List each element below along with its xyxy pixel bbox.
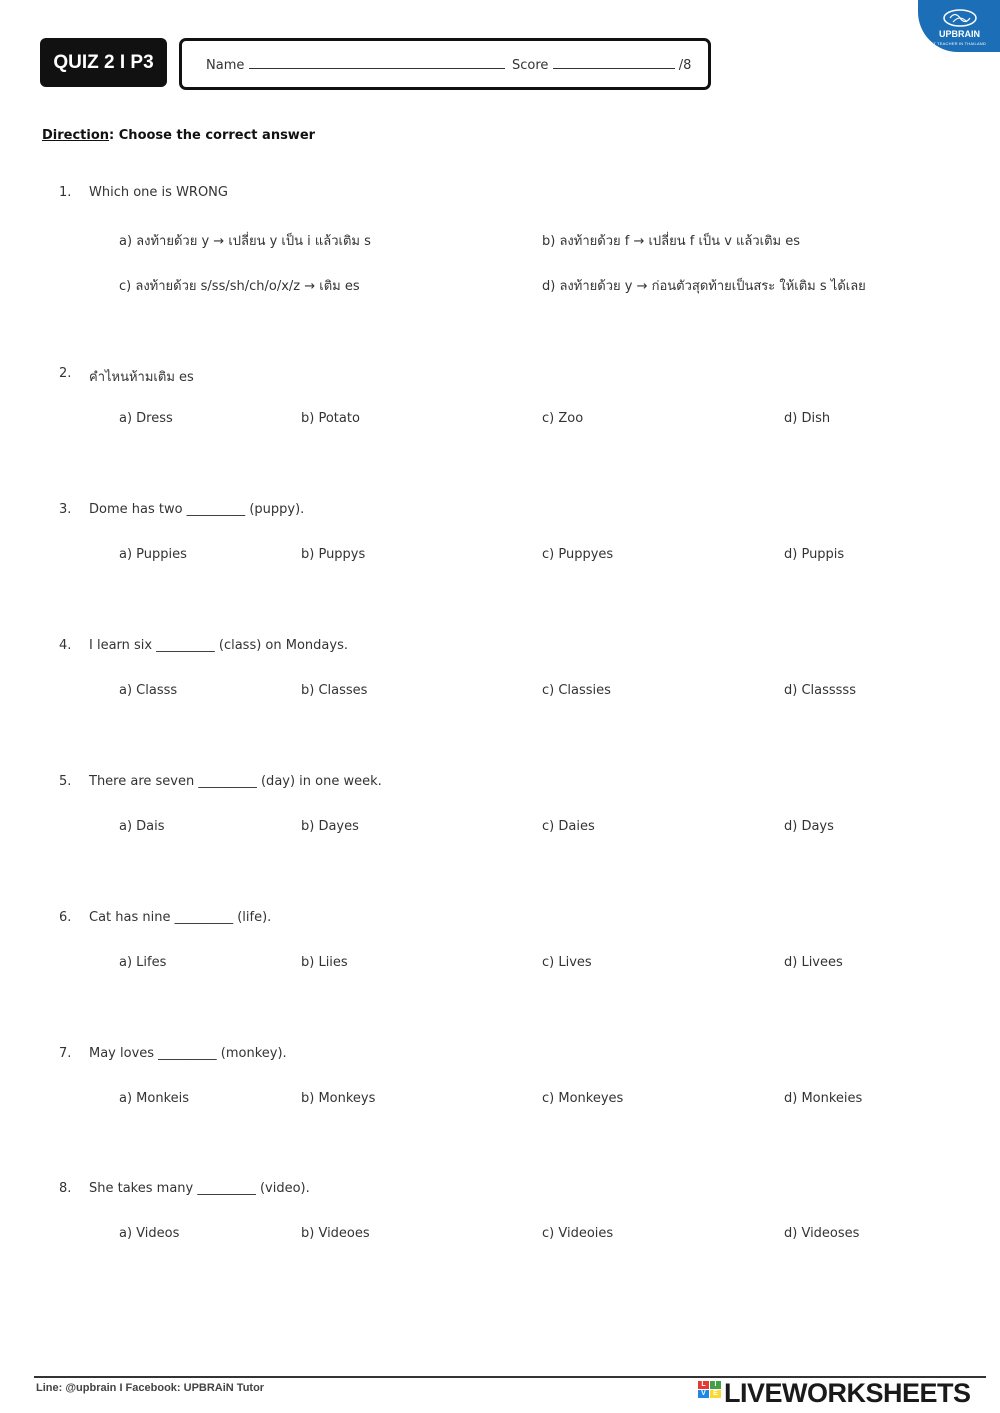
question-number: 1. <box>59 185 72 200</box>
option-a[interactable]: a) Classs <box>119 683 178 698</box>
option-a[interactable]: a) Videos <box>119 1226 180 1241</box>
option-d[interactable]: d) Livees <box>784 955 843 970</box>
question-text: She takes many _________ (video). <box>89 1181 310 1196</box>
option-d[interactable]: d) Puppis <box>784 547 845 562</box>
score-total: /8 <box>678 58 692 73</box>
live-letter: I <box>710 1381 721 1389</box>
option-c[interactable]: c) Videoies <box>542 1226 614 1241</box>
option-c[interactable]: c) ลงท้ายด้วย s/ss/sh/ch/o/x/z → เติม es <box>119 279 360 294</box>
option-a[interactable]: a) ลงท้ายด้วย y → เปลี่ยน y เป็น i แล้วเติม s <box>119 234 371 249</box>
question-text: May loves _________ (monkey). <box>89 1046 287 1061</box>
question-text: Cat has nine _________ (life). <box>89 910 272 925</box>
option-b[interactable]: b) ลงท้ายด้วย f → เปลี่ยน f เป็น v แล้วเติม es <box>542 234 801 249</box>
option-d[interactable]: d) ลงท้ายด้วย y → ก่อนตัวสุดท้ายเป็นสระ ให้เติม s ได้เลย <box>542 279 866 294</box>
option-b[interactable]: b) Monkeys <box>301 1091 376 1106</box>
footer-contact: Line: @upbrain I Facebook: UPBRAiN Tutor <box>36 1382 265 1394</box>
question-number: 8. <box>59 1181 72 1196</box>
live-letter: V <box>698 1390 709 1398</box>
question-number: 5. <box>59 774 72 789</box>
direction <box>42 128 315 143</box>
score-field[interactable] <box>512 56 691 73</box>
name-blank[interactable] <box>249 56 505 69</box>
liveworksheets-watermark <box>698 1378 1000 1413</box>
live-letter: L <box>698 1381 709 1389</box>
logo-tagline: BEST TEACHER IN THAILAND <box>924 41 986 46</box>
question-text: I learn six _________ (class) on Mondays. <box>89 638 348 653</box>
question-text: คำไหนห้ามเติม es <box>89 370 194 385</box>
score-blank[interactable] <box>553 56 675 69</box>
brain-icon <box>940 8 980 28</box>
liveworksheets-word: LIVEWORKSHEETS <box>724 1378 971 1408</box>
question-number: 7. <box>59 1046 72 1061</box>
question-number: 6. <box>59 910 72 925</box>
upbrain-logo <box>918 0 1000 52</box>
name-field[interactable] <box>206 56 505 73</box>
option-a[interactable]: a) Dress <box>119 411 173 426</box>
question-text: Which one is WRONG <box>89 185 228 200</box>
option-a[interactable]: a) Monkeis <box>119 1091 190 1106</box>
name-score-box <box>179 38 711 90</box>
question-number: 3. <box>59 502 72 517</box>
live-letter: E <box>710 1390 721 1398</box>
direction-text: : Choose the correct answer <box>109 128 316 143</box>
option-c[interactable]: c) Daies <box>542 819 595 834</box>
option-a[interactable]: a) Puppies <box>119 547 187 562</box>
question-text: Dome has two _________ (puppy). <box>89 502 305 517</box>
question-number: 2. <box>59 366 72 381</box>
quiz-title: QUIZ 2 I P3 <box>40 38 167 87</box>
option-c[interactable]: c) Monkeyes <box>542 1091 624 1106</box>
live-badge-icon <box>698 1381 722 1399</box>
option-d[interactable]: d) Monkeies <box>784 1091 863 1106</box>
score-label: Score <box>512 58 549 73</box>
direction-label: Direction <box>42 128 110 143</box>
option-b[interactable]: b) Puppys <box>301 547 366 562</box>
question-number: 4. <box>59 638 72 653</box>
option-d[interactable]: d) Days <box>784 819 834 834</box>
option-d[interactable]: d) Classsss <box>784 683 856 698</box>
option-d[interactable]: d) Videoses <box>784 1226 860 1241</box>
question-text: There are seven _________ (day) in one week. <box>89 774 382 789</box>
option-b[interactable]: b) Potato <box>301 411 360 426</box>
name-label: Name <box>206 58 245 73</box>
option-b[interactable]: b) Classes <box>301 683 368 698</box>
option-c[interactable]: c) Puppyes <box>542 547 614 562</box>
option-b[interactable]: b) Dayes <box>301 819 359 834</box>
option-a[interactable]: a) Dais <box>119 819 165 834</box>
logo-text: UPBRAIN <box>938 29 980 39</box>
option-c[interactable]: c) Zoo <box>542 411 584 426</box>
option-d[interactable]: d) Dish <box>784 411 831 426</box>
option-c[interactable]: c) Classies <box>542 683 611 698</box>
option-b[interactable]: b) Liies <box>301 955 348 970</box>
option-c[interactable]: c) Lives <box>542 955 592 970</box>
option-a[interactable]: a) Lifes <box>119 955 167 970</box>
option-b[interactable]: b) Videoes <box>301 1226 370 1241</box>
